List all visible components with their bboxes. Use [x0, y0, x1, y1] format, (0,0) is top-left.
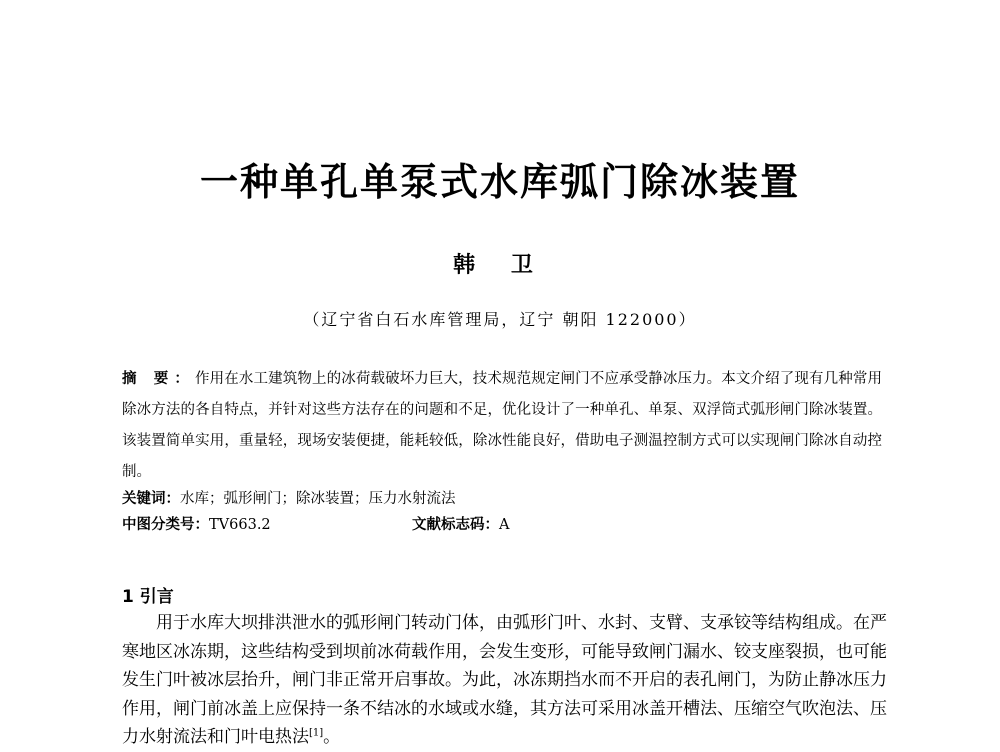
doc-code-value: A — [499, 517, 510, 533]
author-affiliation: （辽宁省白石水库管理局，辽宁 朝阳 122000） — [303, 310, 697, 329]
keywords-text: 水库；弧形闸门；除冰装置；压力水射流法 — [180, 491, 456, 507]
citation-marker: [1] — [309, 727, 324, 739]
section-body-text: 用于水库大坝排洪泄水的弧形闸门转动门体，由弧形门叶、水封、支臂、支承铰等结构组成。在严寒地区冰冻期，这些结构受到坝前冰荷载作用，会发生变形，可能导致闸门漏水、铰支座裂损，也可能发生门叶被冰层抬升，闸门非正常开启事故。为此，冰冻期挡水而不开启的表孔闸门，为防止静冰压力作用，闸门前冰盖上应保持一条不结冰的水域或水缝，其方法可采用冰盖开槽法、压缩空气吹泡法、压力水射流法和门叶电热法 — [122, 613, 887, 747]
author-name: 韩 卫 — [453, 252, 547, 278]
keywords-block — [122, 486, 882, 512]
abstract-text: 作用在水工建筑物上的冰荷载破坏力巨大，技术规范规定闸门不应承受静冰压力。本文介绍了现有几种常用除冰方法的各自特点，并针对这些方法存在的问题和不足，优化设计了一种单孔、单泵、双浮筒式弧形闸门除冰装置。该装置简单实用，重量轻，现场安装便捷，能耗较低，除冰性能良好，借助电子测温控制方式可以实现闸门除冰自动控制。 — [122, 371, 882, 480]
abstract-label: 摘 要： — [122, 370, 196, 387]
abstract-block — [122, 363, 882, 488]
section-heading: 1 引言 — [122, 587, 174, 607]
clc-value: TV663.2 — [209, 517, 271, 533]
doc-code-label: 文献标志码： — [412, 516, 499, 533]
classification-row — [122, 512, 882, 538]
document-code — [412, 512, 509, 538]
section-body — [122, 609, 887, 752]
keywords-label: 关键词： — [122, 490, 180, 507]
paper-title: 一种单孔单泵式水库弧门除冰装置 — [199, 160, 800, 204]
section-body-end: 。 — [323, 727, 341, 747]
clc-label: 中图分类号： — [122, 516, 209, 533]
